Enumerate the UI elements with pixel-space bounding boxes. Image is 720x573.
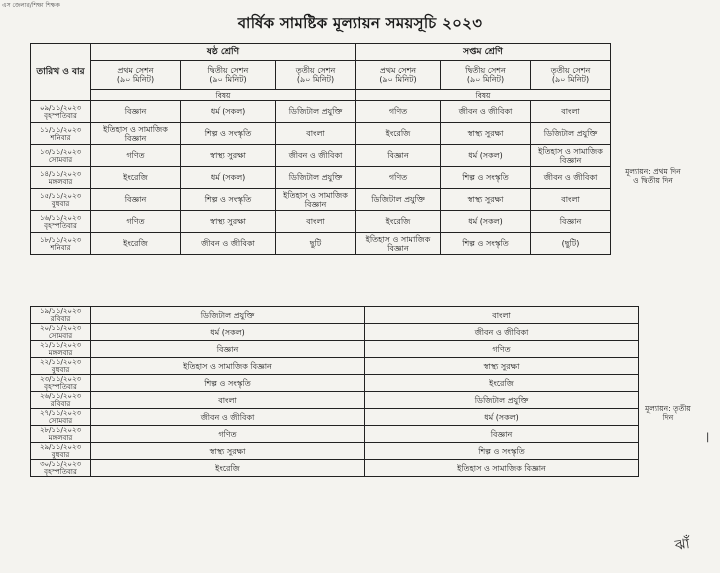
session-header [356,61,441,90]
table-row [31,211,681,233]
session-header [441,61,531,90]
subject-cell: জীবন ও জীবিকা [441,101,531,123]
subject-cell: শিল্প ও সংস্কৃতি [181,123,276,145]
subject-cell: গণিত [91,145,181,167]
subject-cell: ইংরেজি [356,123,441,145]
subject-cell: স্বাস্থ্য সুরক্ষা [91,443,365,460]
subject-cell: বাংলা [531,189,611,211]
subject-cell: গণিত [91,426,365,443]
subject-cell: বাংলা [91,392,365,409]
table-row [31,123,681,145]
day-text: শনিবার [50,133,71,142]
date-text: ১৫/১১/২০২৩ [39,191,82,200]
subject-cell: ধর্ম (সকল) [441,211,531,233]
date-cell [31,409,91,426]
subject-cell: (ছুটি) [531,233,611,255]
class7-header: সপ্তম শ্রেণি [356,44,611,61]
subject-cell: গণিত [356,101,441,123]
subject-cell: ইতিহাস ও সামাজিক বিজ্ঞান [531,145,611,167]
subject-cell: ইংরেজি [91,167,181,189]
table-row [31,392,639,409]
table-row [31,101,681,123]
subject-cell: ইতিহাস ও সামাজিক বিজ্ঞান [276,189,356,211]
subject-cell: বাংলা [276,211,356,233]
table-row [31,443,639,460]
session-duration: (৯০ মিনিট) [466,75,505,84]
signature: ঝাঁ [673,536,691,554]
subject-cell: ধর্ম (সকল) [91,324,365,341]
date-text: ২৯/১১/২০২৩ [39,443,82,451]
day-text: মঙ্গলবার [48,177,73,186]
date-cell [31,145,91,167]
subject-cell: বিজ্ঞান [91,101,181,123]
date-text: ৩০/১১/২০২৩ [39,460,82,468]
date-text: ২৬/১১/২০২৩ [39,392,82,400]
date-cell [31,426,91,443]
day-text: সোমবার [48,155,73,164]
subject-cell: স্বাস্থ্য সুরক্ষা [441,123,531,145]
subject-cell: স্বাস্থ্য সুরক্ষা [181,145,276,167]
subject-cell: ডিজিটাল প্রযুক্তি [356,189,441,211]
subject-cell: শিল্প ও সংস্কৃতি [441,233,531,255]
day-text: বুধবার [51,451,70,459]
session-name: তৃতীয় সেশন [550,66,591,75]
date-text: ২০/১১/২০২৩ [39,324,82,332]
date-cell [31,358,91,375]
assessment-note-days-1-2: মূল্যায়ন: প্রথম দিন ও দ্বিতীয় দিন [625,167,681,185]
table-row [31,460,639,477]
subject-cell: বাংলা [276,123,356,145]
session-duration: (৯০ মিনিট) [551,75,590,84]
table-row [31,324,639,341]
session-duration: (৯০ মিনিট) [379,75,417,84]
assessment-note-day-3: মূল্যায়ন: তৃতীয় দিন [645,404,691,422]
subject-cell: বাংলা [365,307,639,324]
session-header [531,61,611,90]
subject-cell: স্বাস্থ্য সুরক্ষা [441,189,531,211]
subject-cell: ইংরেজি [356,211,441,233]
session-name: দ্বিতীয় সেশন [465,66,506,75]
date-text: ২৭/১১/২০২৩ [39,409,82,417]
session-duration: (৯০ মিনিট) [209,75,247,84]
table-row [31,167,681,189]
schedule-table-part1 [30,43,681,255]
subject-cell: জীবন ও জীবিকা [531,167,611,189]
day-text: সোমবার [48,417,73,425]
day-text: বৃহস্পতিবার [44,383,77,391]
subject-cell: জীবন ও জীবিকা [181,233,276,255]
subject-cell: ছুটি [276,233,356,255]
session-name: প্রথম সেশন [379,66,417,75]
subject-cell: বিজ্ঞান [531,211,611,233]
subject-cell: জীবন ও জীবিকা [91,409,365,426]
subject-cell: স্বাস্থ্য সুরক্ষা [365,358,639,375]
subject-cell: স্বাস্থ্য সুরক্ষা [181,211,276,233]
session-name: প্রথম সেশন [117,66,154,75]
subject-label: বিষয় [356,90,611,101]
date-text: ১৮/১১/২০২৩ [39,235,82,244]
subject-cell: ধর্ম (সকল) [181,101,276,123]
day-text: বুধবার [51,366,70,374]
subject-cell: ডিজিটাল প্রযুক্তি [531,123,611,145]
day-text: শনিবার [50,243,71,252]
session-name: তৃতীয় সেশন [295,66,336,75]
date-text: ২২/১১/২০২৩ [39,358,82,366]
date-cell [31,443,91,460]
subject-cell: বিজ্ঞান [91,189,181,211]
table-row [31,307,639,324]
date-cell [31,307,91,324]
session-duration: (৯০ মিনিট) [116,75,155,84]
day-text: বুধবার [51,199,70,208]
date-cell [31,375,91,392]
subject-cell: ধর্ম (সকল) [365,409,639,426]
subject-cell: ইতিহাস ও সামাজিক বিজ্ঞান [91,358,365,375]
subject-cell: বিজ্ঞান [356,145,441,167]
date-cell [31,341,91,358]
subject-cell: গণিত [365,341,639,358]
subject-cell: ডিজিটাল প্রযুক্তি [276,101,356,123]
date-cell [31,101,91,123]
table-row [31,375,639,392]
subject-cell: ধর্ম (সকল) [181,167,276,189]
date-text: ১৪/১১/২০২৩ [39,169,82,178]
subject-label: বিষয় [91,90,356,101]
subject-cell: শিল্প ও সংস্কৃতি [365,443,639,460]
table-row [31,145,681,167]
date-column-header: তারিখ ও বার [31,44,91,101]
schedule-table-part2 [30,306,639,477]
date-cell [31,123,91,145]
table-row [31,233,681,255]
day-text: বৃহস্পতিবার [44,468,77,476]
subject-cell: ধর্ম (সকল) [441,145,531,167]
date-text: ২৩/১১/২০২৩ [39,375,82,383]
day-text: বৃহস্পতিবার [44,111,77,120]
date-cell [31,324,91,341]
subject-cell: ইংরেজি [91,460,365,477]
subject-cell: ইতিহাস ও সামাজিক বিজ্ঞান [365,460,639,477]
subject-cell: ডিজিটাল প্রযুক্তি [365,392,639,409]
date-text: ১১/১১/২০২৩ [39,125,82,134]
date-text: ২৮/১১/২০২৩ [39,426,82,434]
date-cell [31,392,91,409]
subject-cell: ইংরেজি [91,233,181,255]
date-cell [31,460,91,477]
subject-cell: ইতিহাস ও সামাজিক বিজ্ঞান [356,233,441,255]
date-text: ১৬/১১/২০২৩ [39,213,82,222]
subject-cell: জীবন ও জীবিকা [365,324,639,341]
date-cell [31,189,91,211]
table-row [31,426,639,443]
date-text: ০৯/১১/২০২৩ [39,103,82,112]
subject-cell: শিল্প ও সংস্কৃতি [181,189,276,211]
date-text: ১৯/১১/২০২৩ [39,307,82,315]
date-cell [31,233,91,255]
subject-cell: জীবন ও জীবিকা [276,145,356,167]
subject-cell: ডিজিটাল প্রযুক্তি [91,307,365,324]
session-header [276,61,356,90]
header-note: এস জেলার/শিক্ষা শিক্ষক [2,2,60,9]
day-text: মঙ্গলবার [48,349,73,357]
table-row [31,341,639,358]
page-title: বার্ষিক সামষ্টিক মূল্যায়ন সময়সূচি ২০২৩ [237,14,483,32]
table-row [31,409,639,426]
subject-cell: শিল্প ও সংস্কৃতি [441,167,531,189]
day-text: রবিবার [50,400,71,408]
subject-cell: শিল্প ও সংস্কৃতি [91,375,365,392]
subject-cell: গণিত [356,167,441,189]
session-name: দ্বিতীয় সেশন [207,66,249,75]
table-row [31,189,681,211]
table-row [31,358,639,375]
margin-mark: | [706,432,710,443]
day-text: বৃহস্পতিবার [44,221,77,230]
date-cell [31,211,91,233]
subject-cell: বিজ্ঞান [91,341,365,358]
subject-cell: বিজ্ঞান [365,426,639,443]
subject-cell: বাংলা [531,101,611,123]
session-header [181,61,276,90]
day-text: রবিবার [50,315,71,323]
day-text: মঙ্গলবার [48,434,73,442]
session-header [91,61,181,90]
date-text: ২১/১১/২০২৩ [39,341,82,349]
date-cell [31,167,91,189]
class6-header: ষষ্ঠ শ্রেণি [91,44,356,61]
date-text: ১৩/১১/২০২৩ [39,147,82,156]
session-duration: (৯০ মিনিট) [296,75,335,84]
subject-cell: ইতিহাস ও সামাজিক বিজ্ঞান [91,123,181,145]
day-text: সোমবার [48,332,73,340]
subject-cell: ইংরেজি [365,375,639,392]
subject-cell: গণিত [91,211,181,233]
subject-cell: ডিজিটাল প্রযুক্তি [276,167,356,189]
